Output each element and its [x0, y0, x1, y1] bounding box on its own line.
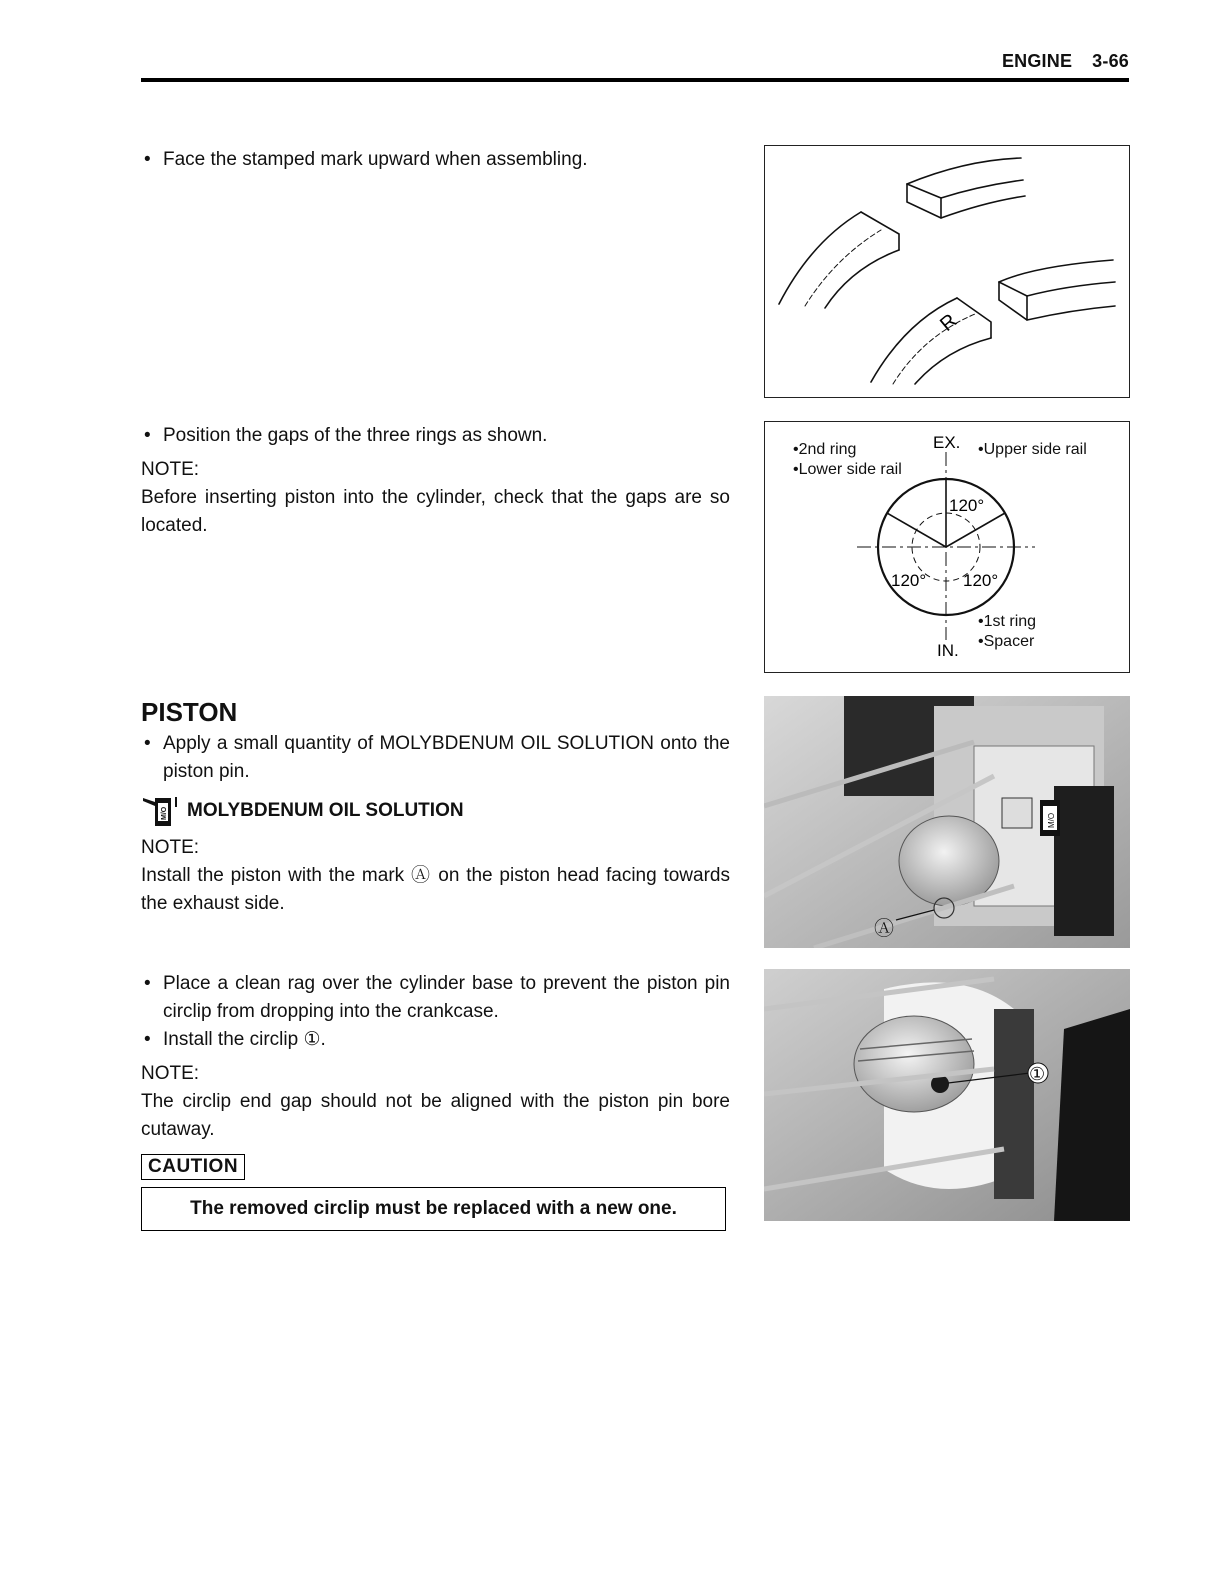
label-2nd-ring: • 2nd ring [793, 440, 902, 460]
note-label: NOTE: [141, 459, 200, 480]
bullet-apply-molybdenum: • Apply a small quantity of MOLYBDENUM OIL SOLUTION onto the piston pin. [141, 730, 730, 786]
bullet-install-circlip: • Install the circlip ①. [141, 1026, 730, 1054]
angle-label-top: 120° [949, 496, 985, 515]
molybdenum-callout [141, 794, 730, 828]
bullet-stamped-mark: • Face the stamped mark upward when assembling. [141, 146, 730, 174]
header-text [1002, 51, 1129, 72]
step-stamped-mark [141, 146, 730, 174]
photo1-callout-a: Ⓐ [874, 916, 894, 940]
section-piston [141, 696, 730, 918]
note-text-gaps: Before inserting piston into the cylinder, check that the gaps are so located. [141, 487, 730, 536]
label-spacer: • Spacer [978, 632, 1036, 652]
label-1st-ring: • 1st ring [978, 612, 1036, 632]
stamped-mark-letter: R [936, 309, 962, 336]
mo-icon-text: M/O [161, 806, 168, 820]
step-circlip [141, 970, 730, 1231]
diagram-in-label: IN. [937, 641, 959, 660]
page-header [141, 48, 1129, 82]
photo1-mo-icon-text: M/O [1047, 812, 1056, 828]
ring-gap-circle-diagram [765, 422, 1129, 672]
diagram-ex-label: EX. [933, 433, 961, 452]
label-lower-side-rail: • Lower side rail [793, 460, 902, 480]
angle-label-left: 120° [891, 571, 927, 590]
photo-circlip-install [764, 969, 1130, 1221]
molybdenum-label: MOLYBDENUM OIL SOLUTION [187, 800, 464, 821]
circlip-install-photo [764, 969, 1130, 1221]
caution-box: The removed circlip must be replaced with a new one. [141, 1187, 726, 1231]
step-ring-gaps [141, 422, 730, 540]
note-label-circlip: NOTE: [141, 1063, 200, 1084]
section-title-piston: PISTON [141, 697, 238, 727]
figure-ring-gap-diagram [764, 421, 1130, 673]
photo2-callout-1: ① [1029, 1064, 1046, 1085]
angle-label-right: 120° [963, 571, 999, 590]
caution-label: CAUTION [141, 1154, 245, 1180]
bullet-ring-gaps: • Position the gaps of the three rings as shown. [141, 422, 730, 450]
note-text-circlip: The circlip end gap should not be aligned with the piston pin bore cutaway. [141, 1091, 730, 1140]
note-label-piston: NOTE: [141, 837, 200, 858]
header-section: ENGINE [1001, 51, 1073, 71]
label-upper-side-rail: • Upper side rail [978, 440, 1087, 460]
piston-install-photo [764, 696, 1130, 948]
header-page-number: 3-66 [1092, 51, 1129, 71]
bullet-place-rag: • Place a clean rag over the cylinder base to prevent the piston pin circlip from dropping into the crankcase. [141, 970, 730, 1026]
note-text-piston: Install the piston with the mark Ⓐ on the piston head facing towards the exhaust side. [141, 865, 730, 914]
oil-can-icon [141, 794, 181, 828]
figure-piston-rings [764, 145, 1130, 398]
photo-piston-install [764, 696, 1130, 948]
piston-rings-illustration [765, 146, 1129, 397]
